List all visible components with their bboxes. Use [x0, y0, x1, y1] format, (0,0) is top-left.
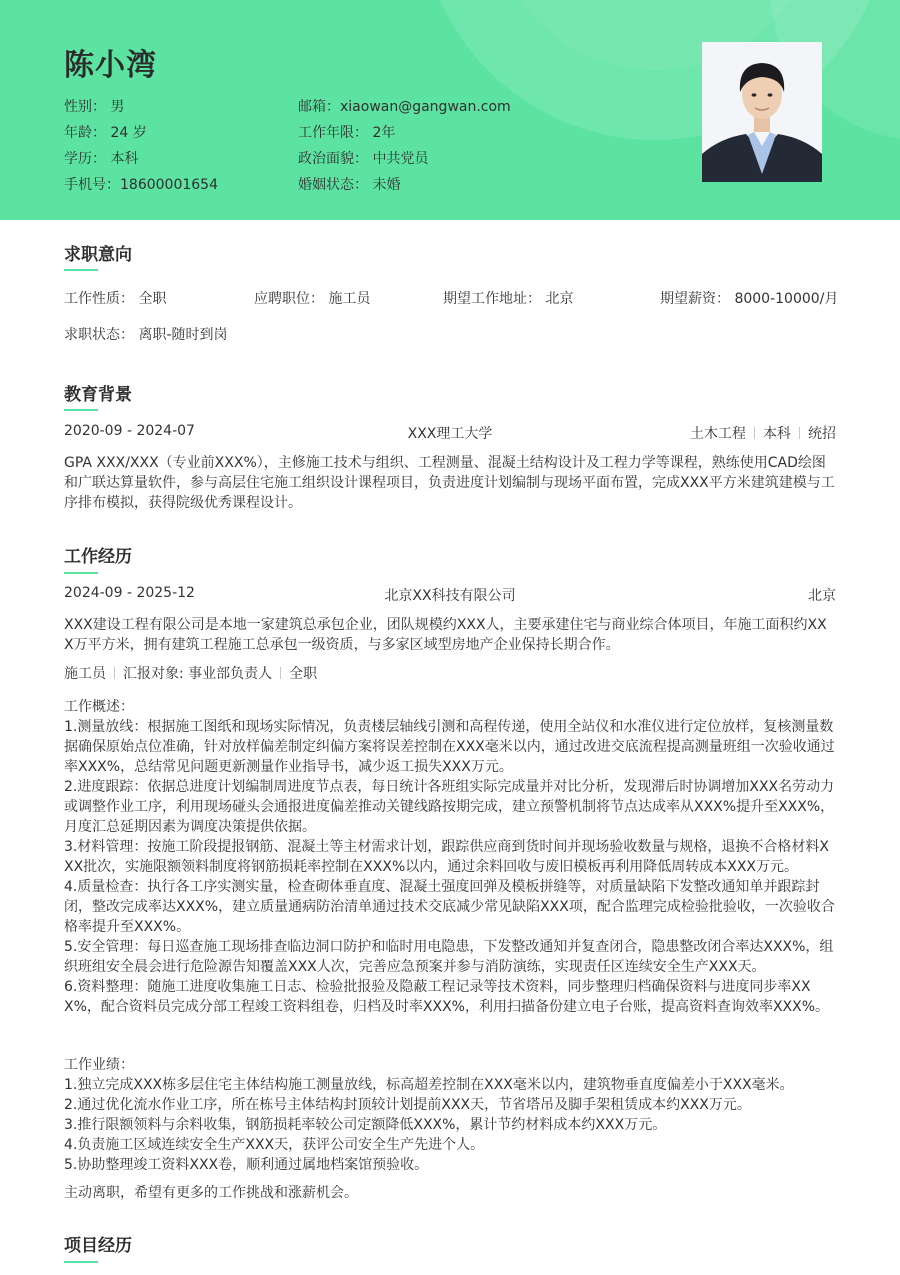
- work-company: 北京XX科技有限公司: [384, 588, 516, 604]
- achievement-item: 3.推行限额领料与余料收集，钢筋损耗率较公司定额降低XXX%，累计节约材料成本约XXX万元。: [64, 1117, 667, 1133]
- candidate-name: 陈小湾: [64, 48, 157, 83]
- divider: [280, 667, 281, 679]
- company-description: XXX建设工程有限公司是本地一家建筑总承包企业，团队规模约XXX人，主要承建住宅与商业综合体项目，年施工面积约XXX万平方米，拥有建筑工程施工总承包一级资质，与多家区域型房地产企业保持长期合作。: [64, 617, 827, 653]
- intent-position: 应聘职位： 施工员: [254, 291, 371, 307]
- education-description: GPA XXX/XXX（专业前XXX%），主修施工技术与组织、工程测量、混凝土结构设计及工程力学等课程，熟练使用CAD绘图和广联达算量软件，参与高层住宅施工组织设计课程项目，负责进度计划编制与现场平面布置，完成XXX平方米建筑建模与工序排布模拟，获得院级优秀课程设计。: [64, 455, 835, 511]
- work-overview: [64, 697, 836, 1017]
- intent-salary: 期望薪资： 8000-10000/月: [660, 291, 839, 307]
- education-major: 土木工程: [690, 426, 746, 442]
- work-report-to: 汇报对象: 事业部负责人: [123, 666, 273, 682]
- overview-label: 工作概述：: [64, 699, 134, 715]
- section-underline: [64, 269, 98, 271]
- age-field: 年龄： 24 岁: [64, 125, 147, 141]
- education-school: XXX理工大学: [407, 426, 493, 442]
- education-mode: 统招: [808, 426, 836, 442]
- portrait-icon: [702, 42, 822, 182]
- work-job-type: 全职: [289, 666, 318, 682]
- avatar: [702, 42, 822, 182]
- intent-status: 求职状态： 离职-随时到岗: [64, 327, 228, 343]
- education-field: 学历： 本科: [64, 151, 139, 167]
- intent-job-type: 工作性质： 全职: [64, 291, 167, 307]
- resume-header: [0, 0, 900, 220]
- divider: [754, 427, 755, 439]
- gender-field: 性别： 男: [64, 99, 125, 115]
- email-field: 邮箱：xiaowan@gangwan.com: [298, 99, 511, 115]
- intent-location: 期望工作地址： 北京: [443, 291, 574, 307]
- work-city: 北京: [808, 588, 836, 604]
- duty-item: 5.安全管理：每日巡查施工现场排查临边洞口防护和临时用电隐患，下发整改通知并复查闭合，隐患整改闭合率达XXX%，组织班组安全晨会进行危险源告知覆盖XXX人次，完善应急预案并参与消防演练，实现责任区连续安全生产XXX天。: [64, 939, 834, 975]
- divider: [114, 667, 115, 679]
- political-status-field: 政治面貌： 中共党员: [298, 151, 429, 167]
- achievement-item: 1.独立完成XXX栋多层住宅主体结构施工测量放线，标高超差控制在XXX毫米以内，建筑物垂直度偏差小于XXX毫米。: [64, 1077, 794, 1093]
- achievement-item: 4.负责施工区域连续安全生产XXX天，获评公司安全生产先进个人。: [64, 1137, 485, 1153]
- section-title-project: 项目经历: [64, 1236, 132, 1256]
- duty-item: 2.进度跟踪：依据总进度计划编制周进度节点表，每日统计各班组实际完成量并对比分析，发现滞后时协调增加XXX名劳动力或调整作业工序，利用现场碰头会通报进度偏差推动关键线路按期完成，建立预警机制将节点达成率从XXX%提升至XXX%，月度汇总延期因素为调度决策提供依据。: [64, 779, 835, 835]
- section-underline: [64, 1261, 98, 1263]
- duty-item: 6.资料整理：随施工进度收集施工日志、检验批报验及隐蔽工程记录等技术资料，同步整理归档确保资料与进度同步率XXX%，配合资料员完成分部工程竣工资料组卷，归档及时率XXX%，利用扫描备份建立电子台账，提高资料查询效率XXX%。: [64, 979, 830, 1015]
- work-role: 施工员: [64, 666, 106, 682]
- achievement-item: 5.协助整理竣工资料XXX卷，顺利通过属地档案馆预验收。: [64, 1157, 429, 1173]
- achievement-item: 2.通过优化流水作业工序，所在栋号主体结构封顶较计划提前XXX天，节省塔吊及脚手架租赁成本约XXX万元。: [64, 1097, 751, 1113]
- work-period: 2024-09 - 2025-12: [64, 585, 195, 601]
- education-degree: 本科: [763, 426, 791, 442]
- duty-item: 1.测量放线：根据施工图纸和现场实际情况，负责楼层轴线引测和高程传递，使用全站仪和水准仪进行定位放样，复核测量数据确保原始点位准确，针对放样偏差制定纠偏方案将误差控制在XXX毫米以内，通过改进交底流程提高测量班组一次验收通过率XXX%，总结常见问题更新测量作业指导书，减少返工损失XXX万元。: [64, 719, 835, 775]
- education-period: 2020-09 - 2024-07: [64, 423, 195, 439]
- duty-item: 4.质量检查：执行各工序实测实量，检查砌体垂直度、混凝土强度回弹及模板拼缝等，对质量缺陷下发整改通知单并跟踪封闭，整改完成率达XXX%，建立质量通病防治清单通过技术交底减少常见缺陷XXX项，配合监理完成检验批验收，一次验收合格率提升至XXX%。: [64, 879, 835, 935]
- phone-field: 手机号：18600001654: [64, 177, 218, 193]
- divider: [799, 427, 800, 439]
- work-tags: [64, 663, 317, 683]
- section-title-education: 教育背景: [64, 385, 132, 405]
- section-underline: [64, 572, 98, 574]
- marital-status-field: 婚姻状态： 未婚: [298, 177, 401, 193]
- section-underline: [64, 409, 98, 411]
- duty-item: 3.材料管理：按施工阶段提报钢筋、混凝土等主材需求计划，跟踪供应商到货时间并现场验收数量与规格，退换不合格材料XXX批次，实施限额领料制度将钢筋损耗率控制在XXX%以内，通过余料回收与废旧模板再利用降低周转成本XXX万元。: [64, 839, 829, 875]
- experience-years-field: 工作年限： 2年: [298, 125, 396, 141]
- leave-reason: 主动离职，希望有更多的工作挑战和涨薪机会。: [64, 1185, 358, 1201]
- section-title-work: 工作经历: [64, 547, 132, 567]
- work-achievements: [64, 1055, 836, 1175]
- achievement-label: 工作业绩：: [64, 1057, 134, 1073]
- section-title-intent: 求职意向: [64, 245, 132, 265]
- education-tags: [560, 423, 836, 443]
